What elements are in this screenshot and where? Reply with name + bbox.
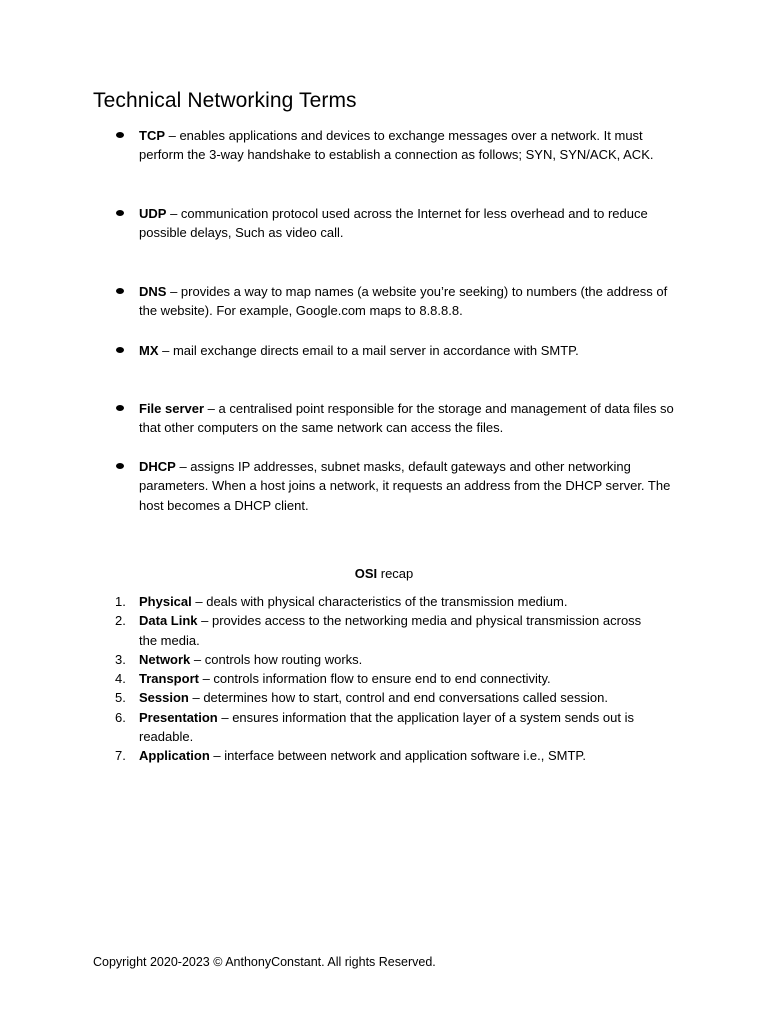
- term-description: – provides a way to map names (a website you’re seeking) to numbers (the address of the website). For example, Google.com maps to 8.8.8.8.: [139, 284, 668, 319]
- term-tcp: [139, 126, 684, 165]
- term-description: – assigns IP addresses, subnet masks, default gateways and other networking parameters. When a host joins a network, it requests an address from the DHCP server. The host becomes a DHCP client.: [139, 459, 671, 513]
- layer-name: Application: [139, 748, 210, 764]
- layer-description: – determines how to start, control and end conversations called session.: [188, 690, 608, 706]
- osi-layer-item: [93, 592, 644, 611]
- osi-layer-item: [93, 688, 644, 707]
- term-dhcp: [139, 457, 684, 515]
- bullet-icon: [116, 347, 124, 353]
- osi-layer-list: [93, 592, 693, 766]
- layer-name: Physical: [139, 594, 192, 609]
- term-description: – mail exchange directs email to a mail server in accordance with SMTP.: [158, 343, 579, 358]
- layer-description: – deals with physical characteristics of the transmission medium.: [191, 594, 568, 609]
- osi-layer-item: [93, 650, 644, 669]
- list-number: 6.: [115, 709, 126, 725]
- osi-heading-rest: recap: [377, 566, 414, 581]
- osi-layer-item: [93, 669, 644, 688]
- bullet-icon: [116, 288, 124, 294]
- list-number: 3.: [115, 651, 126, 667]
- term-description: – communication protocol used across the Internet for less overhead and to reduce possible delays, Such as video call.: [139, 206, 648, 241]
- list-number: 2.: [115, 613, 126, 629]
- layer-name: Presentation: [139, 709, 218, 725]
- term-name: UDP: [139, 206, 167, 221]
- layer-name: Data Link: [139, 613, 198, 629]
- osi-layer-item: [93, 746, 644, 765]
- layer-name: Network: [139, 651, 191, 667]
- bullet-icon: [116, 463, 124, 469]
- layer-name: Session: [139, 690, 189, 706]
- list-number: 1.: [115, 594, 126, 609]
- term-name: File server: [139, 401, 205, 416]
- bullet-icon: [116, 210, 124, 216]
- layer-name: Transport: [139, 671, 199, 687]
- layer-description: – ensures information that the application layer of a system sends out is readable.: [139, 709, 634, 745]
- osi-layer-item: [93, 611, 644, 650]
- term-name: MX: [139, 343, 159, 358]
- page-title: Technical Networking Terms: [93, 89, 357, 112]
- osi-layer-item: [93, 708, 644, 747]
- layer-description: – controls information flow to ensure end to end connectivity.: [198, 671, 551, 687]
- bullet-icon: [116, 405, 124, 411]
- term-mx: [139, 341, 684, 360]
- term-udp: [139, 204, 684, 243]
- copyright-footer: Copyright 2020-2023 © AnthonyConstant. All rights Reserved.: [93, 955, 436, 969]
- layer-description: – provides access to the networking media and physical transmission across the media.: [139, 613, 642, 648]
- bullet-icon: [116, 132, 124, 138]
- osi-heading-bold: OSI: [354, 566, 378, 581]
- list-number: 7.: [115, 748, 126, 764]
- list-number: 4.: [115, 671, 126, 687]
- term-description: – a centralised point responsible for the storage and management of data files so that other computers on the same network can access the files.: [139, 401, 674, 436]
- term-description: – enables applications and devices to exchange messages over a network. It must perform the 3-way handshake to establish a connection as follows; SYN, SYN/ACK, ACK.: [139, 128, 654, 163]
- list-number: 5.: [115, 690, 126, 706]
- layer-description: – interface between network and application software i.e., SMTP.: [209, 748, 587, 764]
- term-name: TCP: [139, 128, 165, 143]
- layer-description: – controls how routing works.: [190, 651, 363, 667]
- term-file-server: [139, 399, 684, 438]
- term-dns: [139, 282, 684, 321]
- osi-heading: [0, 564, 768, 583]
- term-name: DNS: [139, 284, 167, 299]
- term-name: DHCP: [139, 459, 176, 474]
